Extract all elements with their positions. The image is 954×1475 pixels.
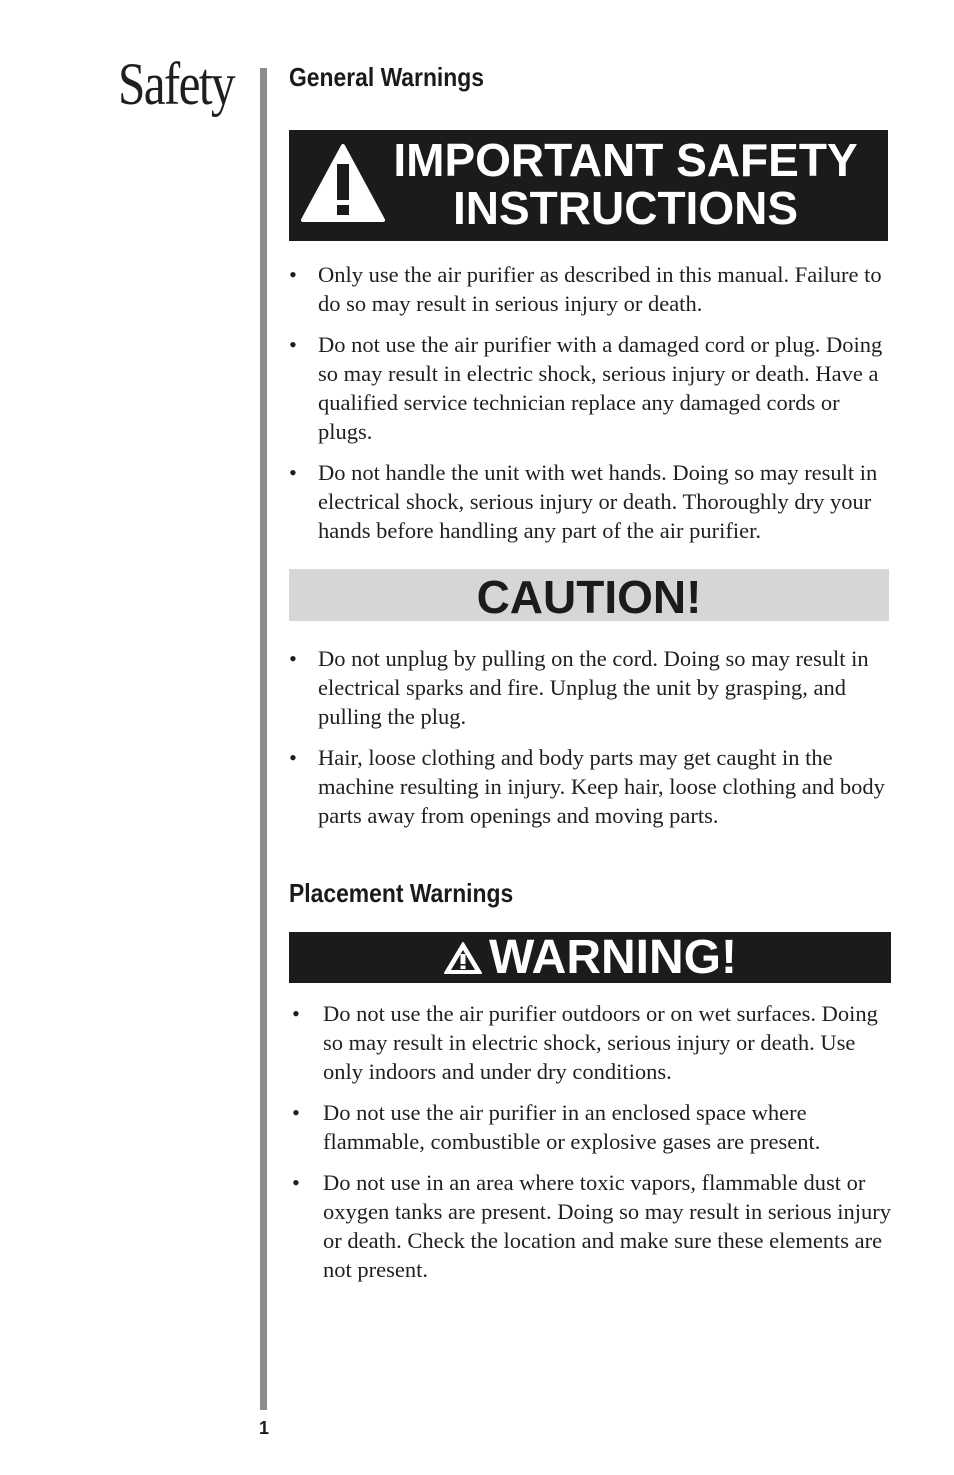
- list-item: • Do not use the air purifier outdoors or on wet surfaces. Doing so may result in electric shock, serious injury or death. Use only indoors and under dry conditions.: [292, 999, 892, 1086]
- important-items-list: [289, 260, 889, 557]
- important-banner-text: [381, 136, 870, 232]
- list-item: • Do not use the air purifier in an enclosed space where flammable, combustible or explosive gases are present.: [292, 1098, 892, 1156]
- list-item: • Only use the air purifier as described in this manual. Failure to do so may result in serious injury or death.: [289, 260, 889, 318]
- important-safety-banner: [289, 130, 888, 241]
- warning-items-list: [292, 999, 892, 1296]
- list-item: • Do not use the air purifier with a damaged cord or plug. Doing so may result in electric shock, serious injury or death. Have a qualified service technician replace any damaged cords or plugs.: [289, 330, 889, 446]
- side-title: Safety: [118, 51, 234, 117]
- important-banner-line2: INSTRUCTIONS: [453, 182, 798, 234]
- warning-triangle-icon: [301, 144, 385, 222]
- list-item: • Do not use in an area where toxic vapors, flammable dust or oxygen tanks are present. Doing so may result in serious injury or death. Check the location and make sure these elements are not present.: [292, 1168, 892, 1284]
- warning-banner-label: WARNING!: [489, 931, 737, 984]
- important-banner-line1: IMPORTANT SAFETY: [393, 134, 858, 186]
- warning-triangle-icon: [443, 941, 483, 975]
- list-item: • Do not handle the unit with wet hands. Doing so may result in electrical shock, serious injury or death. Thoroughly dry your hands before handling any part of the air purifier.: [289, 458, 889, 545]
- list-item: • Do not unplug by pulling on the cord. Doing so may result in electrical sparks and fire. Unplug the unit by grasping, and pulling the plug.: [289, 644, 889, 731]
- list-item: • Hair, loose clothing and body parts may get caught in the machine resulting in injury. Keep hair, loose clothing and body parts away from openings and moving parts.: [289, 743, 889, 830]
- caution-banner: CAUTION!: [289, 569, 889, 621]
- caution-items-list: [289, 644, 889, 842]
- vertical-rule: [260, 68, 267, 1410]
- page-number: 1: [259, 1418, 270, 1438]
- general-warnings-heading: General Warnings: [289, 62, 484, 92]
- warning-banner: [289, 932, 891, 983]
- placement-warnings-heading: Placement Warnings: [289, 878, 514, 908]
